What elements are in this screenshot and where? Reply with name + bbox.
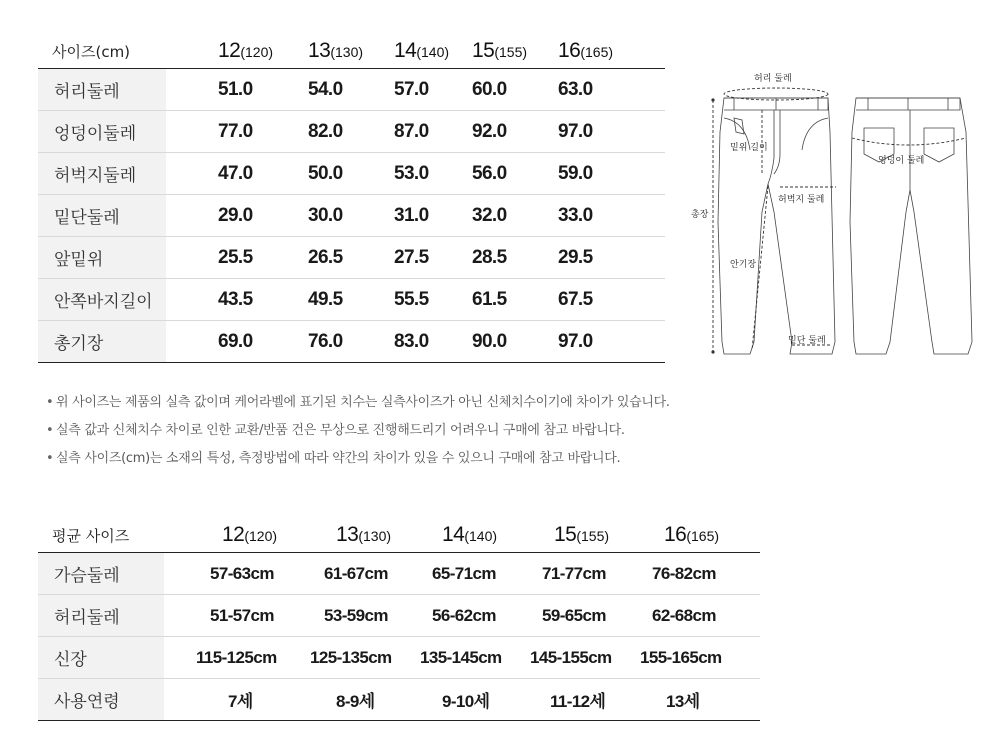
- size-col-16: 16(165): [558, 34, 665, 69]
- row-label-inseam: 안쪽바지길이: [38, 279, 166, 321]
- cell-value: 59-65cm: [526, 595, 636, 637]
- cell-value: 56.0: [472, 153, 558, 195]
- table-row: [38, 637, 760, 679]
- cell-value: 92.0: [472, 111, 558, 153]
- cell-value: 67.5: [558, 279, 665, 321]
- size-col-13: 13(130): [308, 34, 394, 69]
- note-item: • 실측 값과 신체치수 차이로 인한 교환/반품 건은 무상으로 진행해드리기 어려우니 구매에 참고 바랍니다.: [46, 423, 625, 438]
- cell-value: 28.5: [472, 237, 558, 279]
- cell-value: 60.0: [472, 69, 558, 111]
- cell-value: 65-71cm: [416, 553, 526, 595]
- notes-list: [46, 392, 670, 476]
- hip-measure-line: [852, 138, 966, 145]
- cell-value: 49.5: [308, 279, 394, 321]
- cell-value: 30.0: [308, 195, 394, 237]
- cell-value: 135-145cm: [416, 637, 526, 679]
- cell-value: 51-57cm: [196, 595, 306, 637]
- note-item: • 위 사이즈는 제품의 실측 값이며 케어라벨에 표기된 치수는 실측사이즈가 아닌 신체치수이기에 차이가 있습니다.: [46, 395, 670, 410]
- cell-value: 155-165cm: [636, 637, 760, 679]
- table-row: [38, 595, 760, 637]
- table-row: [38, 279, 665, 321]
- cell-value: 29.5: [558, 237, 665, 279]
- cell-value: 83.0: [394, 321, 472, 363]
- row-label-waist: 허리둘레: [38, 69, 166, 111]
- row-label-age: 사용연령: [38, 679, 164, 721]
- size-col-12: 12(120): [218, 34, 308, 69]
- cell-value: 32.0: [472, 195, 558, 237]
- rise-label: 밑위 길이: [730, 143, 768, 153]
- cell-value: 59.0: [558, 153, 665, 195]
- cell-value: 53-59cm: [306, 595, 416, 637]
- cell-value: 97.0: [558, 321, 665, 363]
- avg-col-15: 15(155): [526, 518, 636, 553]
- size-col-14: 14(140): [394, 34, 472, 69]
- hip-label: 엉덩이 둘레: [878, 156, 925, 166]
- table-row: [38, 553, 760, 595]
- hem-label: 밑단 둘레: [788, 336, 826, 346]
- cell-value: 25.5: [218, 237, 308, 279]
- cell-value: 47.0: [218, 153, 308, 195]
- cell-value: 29.0: [218, 195, 308, 237]
- cell-value: 50.0: [308, 153, 394, 195]
- row-label-hip: 엉덩이둘레: [38, 111, 166, 153]
- cell-value: 90.0: [472, 321, 558, 363]
- cell-value: 145-155cm: [526, 637, 636, 679]
- total-length-label: 총장: [691, 210, 709, 220]
- cell-value: 7세: [196, 679, 306, 721]
- cell-value: 76-82cm: [636, 553, 760, 595]
- table-row: [38, 679, 760, 721]
- avg-header-row: [38, 518, 760, 553]
- cell-value: 43.5: [218, 279, 308, 321]
- table-row: [38, 153, 665, 195]
- size-measurement-table: [38, 34, 665, 363]
- cell-value: 51.0: [218, 69, 308, 111]
- table-row: [38, 237, 665, 279]
- cell-value: 33.0: [558, 195, 665, 237]
- cell-value: 55.5: [394, 279, 472, 321]
- thigh-label: 허벅지 둘레: [778, 195, 825, 205]
- row-label-thigh: 허벅지둘레: [38, 153, 166, 195]
- avg-col-14: 14(140): [416, 518, 526, 553]
- cell-value: 97.0: [558, 111, 665, 153]
- cell-value: 31.0: [394, 195, 472, 237]
- cell-value: 61.5: [472, 279, 558, 321]
- row-label-total-length: 총기장: [38, 321, 166, 363]
- cell-value: 27.5: [394, 237, 472, 279]
- cell-value: 61-67cm: [306, 553, 416, 595]
- pants-measurement-diagram: [680, 62, 980, 362]
- size-table-corner-label: 사이즈(cm): [38, 34, 166, 69]
- cell-value: 13세: [636, 679, 760, 721]
- cell-value: 115-125cm: [196, 637, 306, 679]
- cell-value: 9-10세: [416, 679, 526, 721]
- size-col-15: 15(155): [472, 34, 558, 69]
- cell-value: 76.0: [308, 321, 394, 363]
- note-item: • 실측 사이즈(cm)는 소재의 특성, 측정방법에 따라 약간의 차이가 있을 수 있으니 구매에 참고 바랍니다.: [46, 451, 621, 466]
- table-row: [38, 111, 665, 153]
- row-label-chest: 가슴둘레: [38, 553, 164, 595]
- row-label-waist: 허리둘레: [38, 595, 164, 637]
- row-label-front-rise: 앞밑위: [38, 237, 166, 279]
- cell-value: 56-62cm: [416, 595, 526, 637]
- avg-col-12: 12(120): [196, 518, 306, 553]
- cell-value: 71-77cm: [526, 553, 636, 595]
- cell-value: 26.5: [308, 237, 394, 279]
- table-row: [38, 321, 665, 363]
- waist-label: 허리 둘레: [754, 74, 792, 84]
- cell-value: 63.0: [558, 69, 665, 111]
- avg-col-13: 13(130): [306, 518, 416, 553]
- cell-value: 8-9세: [306, 679, 416, 721]
- avg-table-corner-label: 평균 사이즈: [38, 518, 164, 553]
- cell-value: 54.0: [308, 69, 394, 111]
- size-header-row: [38, 34, 665, 69]
- cell-value: 57-63cm: [196, 553, 306, 595]
- front-fly: [768, 110, 774, 184]
- cell-value: 57.0: [394, 69, 472, 111]
- table-row: [38, 195, 665, 237]
- inseam-label: 안기장: [730, 260, 757, 270]
- cell-value: 62-68cm: [636, 595, 760, 637]
- table-row: [38, 69, 665, 111]
- cell-value: 69.0: [218, 321, 308, 363]
- front-pants-outline: [718, 98, 835, 354]
- cell-value: 125-135cm: [306, 637, 416, 679]
- row-label-height: 신장: [38, 637, 164, 679]
- cell-value: 53.0: [394, 153, 472, 195]
- cell-value: 77.0: [218, 111, 308, 153]
- average-size-table: [38, 518, 760, 721]
- avg-col-16: 16(165): [636, 518, 760, 553]
- row-label-hem: 밑단둘레: [38, 195, 166, 237]
- cell-value: 82.0: [308, 111, 394, 153]
- cell-value: 87.0: [394, 111, 472, 153]
- cell-value: 11-12세: [526, 679, 636, 721]
